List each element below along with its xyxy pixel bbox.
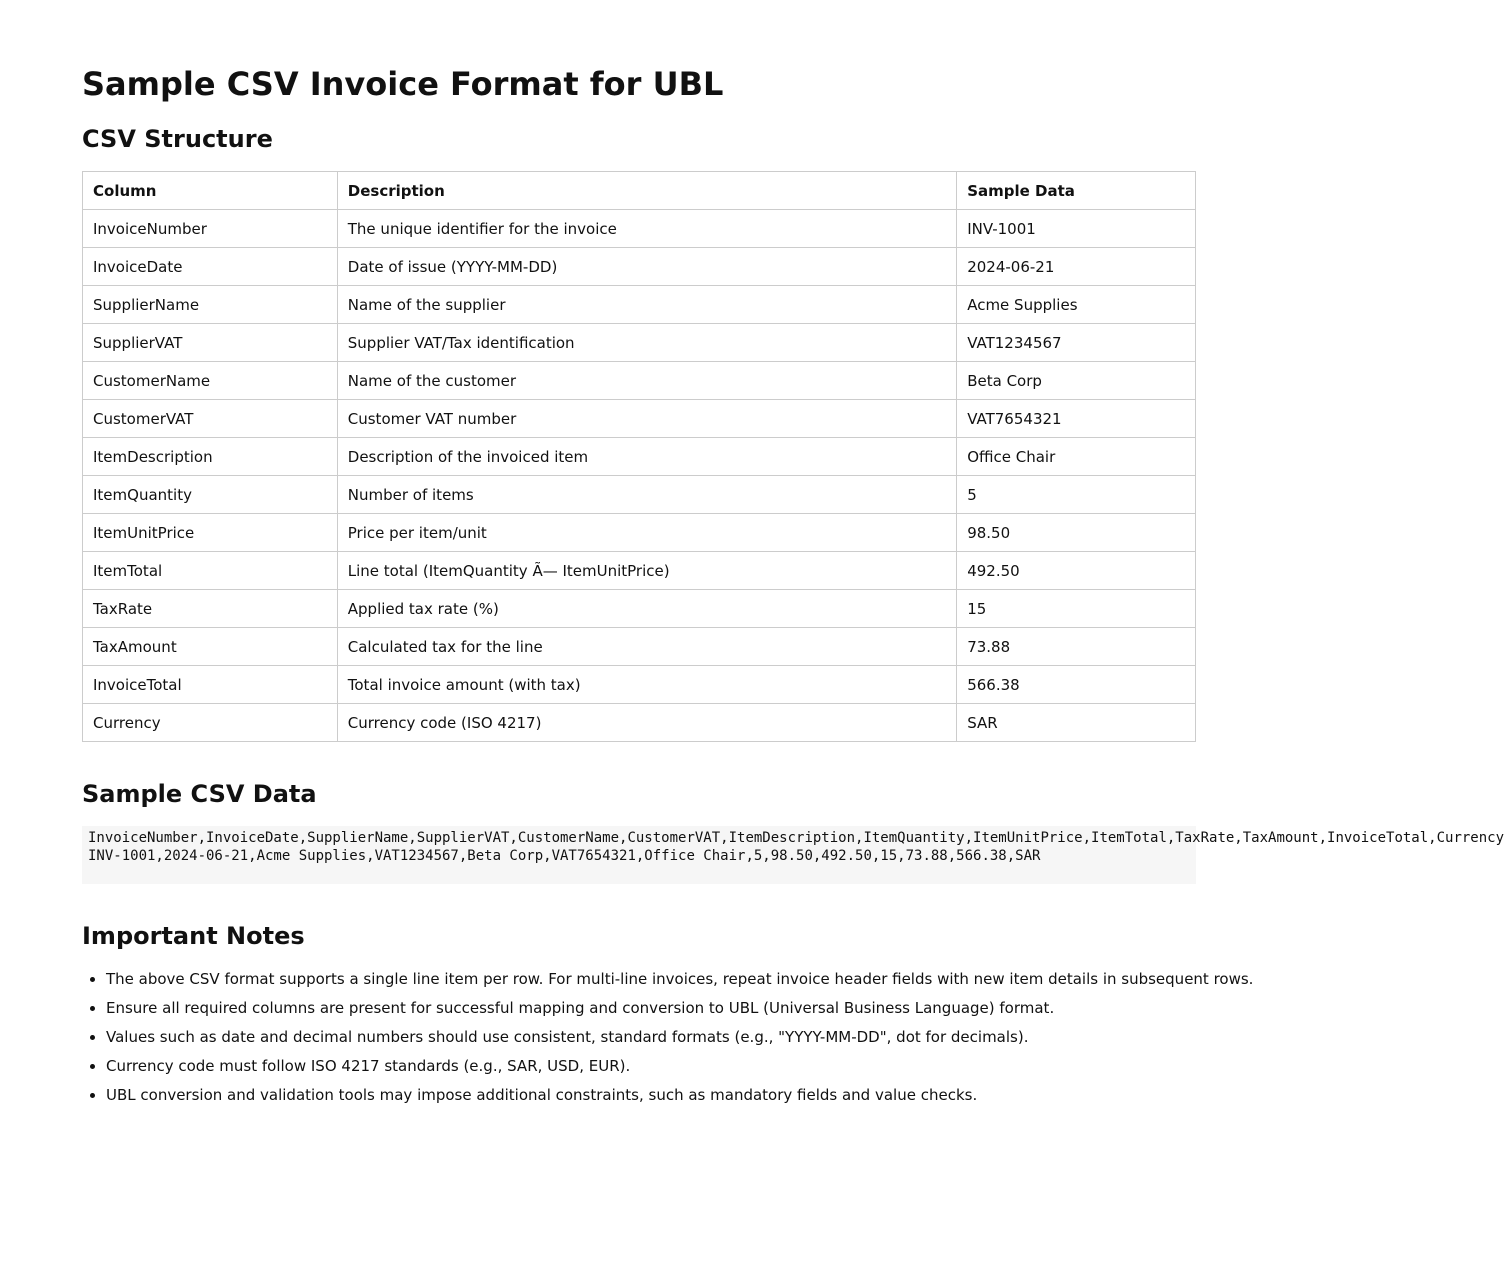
notes-list	[82, 965, 1254, 1110]
cell-column: InvoiceDate	[83, 248, 338, 286]
cell-description: Total invoice amount (with tax)	[337, 666, 956, 704]
column-header-sample-data: Sample Data	[957, 172, 1196, 210]
cell-sample-data: 2024-06-21	[957, 248, 1196, 286]
column-header-description: Description	[337, 172, 956, 210]
cell-column: SupplierName	[83, 286, 338, 324]
cell-sample-data: INV-1001	[957, 210, 1196, 248]
cell-description: Name of the customer	[337, 362, 956, 400]
section-heading-csv-structure: CSV Structure	[82, 125, 273, 153]
csv-structure-table	[82, 171, 1196, 742]
note-item: • Ensure all required columns are present for successful mapping and conversion to UBL (Universal Business Language) format.	[106, 994, 1226, 1023]
cell-description: Number of items	[337, 476, 956, 514]
cell-sample-data: 98.50	[957, 514, 1196, 552]
table-row	[83, 666, 1196, 704]
table-row	[83, 438, 1196, 476]
cell-sample-data: Office Chair	[957, 438, 1196, 476]
cell-sample-data: Beta Corp	[957, 362, 1196, 400]
cell-column: InvoiceNumber	[83, 210, 338, 248]
table-row	[83, 552, 1196, 590]
table-row	[83, 324, 1196, 362]
note-item: • The above CSV format supports a single line item per row. For multi-line invoices, repeat invoice header fields with new item details in subsequent rows.	[106, 965, 1226, 994]
cell-sample-data: SAR	[957, 704, 1196, 742]
cell-sample-data: 15	[957, 590, 1196, 628]
section-heading-important-notes: Important Notes	[82, 922, 305, 950]
table-row	[83, 286, 1196, 324]
cell-description: Applied tax rate (%)	[337, 590, 956, 628]
cell-column: ItemUnitPrice	[83, 514, 338, 552]
cell-column: ItemTotal	[83, 552, 338, 590]
cell-column: Currency	[83, 704, 338, 742]
table-row	[83, 476, 1196, 514]
table-row	[83, 362, 1196, 400]
table-row	[83, 248, 1196, 286]
table-row	[83, 400, 1196, 438]
note-item: • Currency code must follow ISO 4217 standards (e.g., SAR, USD, EUR).	[106, 1052, 1226, 1081]
table-row	[83, 628, 1196, 666]
cell-description: Supplier VAT/Tax identification	[337, 324, 956, 362]
cell-sample-data: Acme Supplies	[957, 286, 1196, 324]
column-header-column: Column	[83, 172, 338, 210]
csv-header-line: InvoiceNumber,InvoiceDate,SupplierName,SupplierVAT,CustomerName,CustomerVAT,ItemDescription,ItemQuantity,ItemUnitPrice,ItemTotal,TaxRate,TaxAmount,InvoiceTotal,Currency	[88, 830, 1505, 846]
cell-column: CustomerName	[83, 362, 338, 400]
table-row	[83, 704, 1196, 742]
cell-description: Currency code (ISO 4217)	[337, 704, 956, 742]
cell-sample-data: 566.38	[957, 666, 1196, 704]
cell-description: Date of issue (YYYY-MM-DD)	[337, 248, 956, 286]
cell-description: Customer VAT number	[337, 400, 956, 438]
cell-sample-data: VAT1234567	[957, 324, 1196, 362]
cell-column: TaxAmount	[83, 628, 338, 666]
cell-column: ItemDescription	[83, 438, 338, 476]
cell-description: Line total (ItemQuantity Ã— ItemUnitPrice)	[337, 552, 956, 590]
sample-csv-code-block	[0, 826, 1505, 884]
cell-sample-data: 5	[957, 476, 1196, 514]
cell-sample-data: 492.50	[957, 552, 1196, 590]
note-item: • Values such as date and decimal numbers should use consistent, standard formats (e.g., "YYYY-MM-DD", dot for decimals).	[106, 1023, 1226, 1052]
csv-data-line: INV-1001,2024-06-21,Acme Supplies,VAT1234567,Beta Corp,VAT7654321,Office Chair,5,98.50,492.50,15,73.88,566.38,SAR	[88, 848, 1041, 864]
cell-description: Price per item/unit	[337, 514, 956, 552]
cell-sample-data: VAT7654321	[957, 400, 1196, 438]
cell-column: TaxRate	[83, 590, 338, 628]
section-heading-sample-csv-data: Sample CSV Data	[82, 780, 317, 808]
cell-column: CustomerVAT	[83, 400, 338, 438]
table-row	[83, 590, 1196, 628]
cell-description: Name of the supplier	[337, 286, 956, 324]
table-row	[83, 514, 1196, 552]
page-title: Sample CSV Invoice Format for UBL	[82, 65, 724, 103]
cell-column: InvoiceTotal	[83, 666, 338, 704]
cell-sample-data: 73.88	[957, 628, 1196, 666]
cell-column: SupplierVAT	[83, 324, 338, 362]
note-item: • UBL conversion and validation tools may impose additional constraints, such as mandatory fields and value checks.	[106, 1081, 1226, 1110]
table-header-row	[83, 172, 1196, 210]
cell-column: ItemQuantity	[83, 476, 338, 514]
cell-description: The unique identifier for the invoice	[337, 210, 956, 248]
table-row	[83, 210, 1196, 248]
cell-description: Calculated tax for the line	[337, 628, 956, 666]
cell-description: Description of the invoiced item	[337, 438, 956, 476]
